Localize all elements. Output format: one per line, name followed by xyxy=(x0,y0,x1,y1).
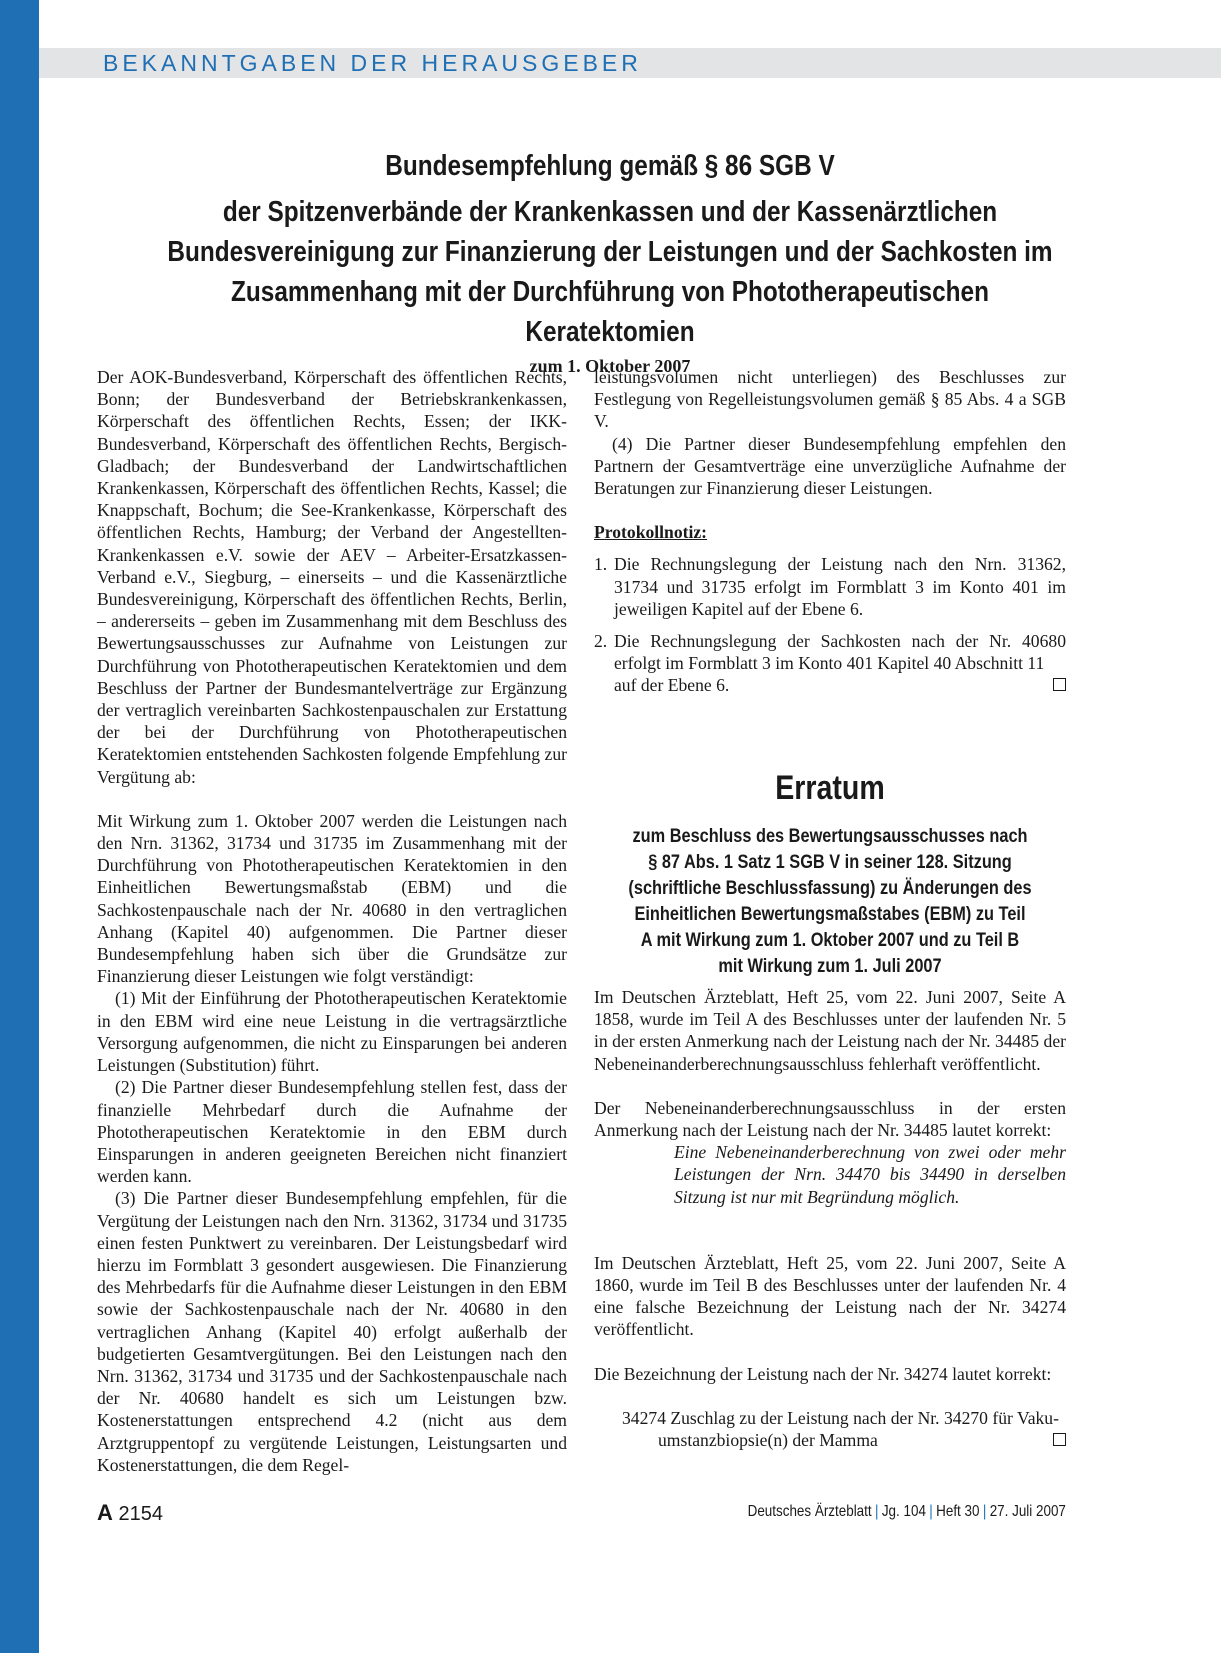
code-entry xyxy=(594,1407,1066,1429)
code-entry-first: 34274 Zuschlag zu der Leistung nach der Nr. 34270 für Vaku- xyxy=(622,1407,1059,1428)
note-text: Die Rechnungslegung der Leistung nach den Nrn. 31362, 31734 und 31735 erfolgt im Formblatt 3 im Konto 401 im jeweiligen Kapitel auf der Ebene 6. xyxy=(614,554,1066,619)
journal-volume: Jg. 104 xyxy=(881,1503,927,1520)
footer-separator: | xyxy=(929,1503,933,1520)
title-date: zum 1. Oktober 2007 xyxy=(529,356,691,376)
note-last-line: auf der Ebene 6. xyxy=(614,675,730,696)
code-entry-last: umstanzbiopsie(n) der Mamma xyxy=(658,1430,878,1451)
point-1-paragraph: (1) Mit der Einführung der Phototherapeutischen Keratektomie in den EBM wird eine neue Leistung in die vertragsärztliche Versorgung aufgenommen, die nicht zu Einsparungen bei anderen Leistungen (Substitution) führt. xyxy=(97,988,567,1076)
erratum-quote: Eine Nebeneinanderberechnung von zwei oder mehr Leistungen der Nrn. 34470 bis 34490 in derselben Sitzung ist nur mit Begründung möglich. xyxy=(674,1142,1066,1207)
protocol-note xyxy=(594,630,1066,697)
end-mark-icon xyxy=(1053,1433,1066,1446)
protokoll-heading: Protokollnotiz: xyxy=(594,522,708,543)
journal-issue: Heft 30 xyxy=(936,1503,980,1520)
note-end-line xyxy=(614,674,1066,696)
page-number xyxy=(97,1500,163,1526)
footer-separator: | xyxy=(875,1503,879,1520)
main-subtitle: der Spitzenverbände der Krankenkassen und der Kassenärztlichen Bundesvereinigung zur Finanzierung der Leistungen und der Sachkosten im Zusammenhang mit der Durchführung von Phototherapeutischen Keratektomien xyxy=(167,196,1053,348)
point-2-paragraph: (2) Die Partner dieser Bundesempfehlung stellen fest, dass der finanzielle Mehrbedarf durch die Aufnahme der Phototherapeutischen Keratektomie in den EBM durch Einsparungen in anderen geeigneten Bereichen nicht finanziert werden kann. xyxy=(97,1077,567,1187)
note-number: 1. xyxy=(594,554,608,575)
body-paragraph: Mit Wirkung zum 1. Oktober 2007 werden die Leistungen nach den Nrn. 31362, 31734 und 31735 im Zusammenhang mit der Durchführung von Phototherapeutischen Keratektomien in den Einheitlichen Bewertungsmaßstab (EBM) und die Sachkostenpauschale nach der Nr. 40680 in den vertraglichen Anhang (Kapitel 40) aufgenommen. Die Partner dieser Bundesempfehlung haben sich über die Grundsätze zur Finanzierung dieser Leistungen wie folgt verständigt: xyxy=(97,810,567,987)
protocol-note xyxy=(594,553,1066,620)
note-number: 2. xyxy=(594,631,608,652)
end-mark-icon xyxy=(1053,678,1066,691)
journal-footer xyxy=(748,1503,1066,1521)
point-3-paragraph: (3) Die Partner dieser Bundesempfehlung empfehlen, für die Vergütung der Leistungen nach den Nrn. 31362, 31734 und 31735 einen festen Punktwert zu vereinbaren. Der Leistungsbedarf wird hierzu im Formblatt 3 gesondert ausgewiesen. Die Finanzierung des Mehrbedarfs für die Aufnahme dieser Leistungen in den EBM sowie der Sachkostenpauschale nach der Nr. 40680 in den vertraglichen Anhang (Kapitel 40) erfolgt außerhalb der budgetierten Gesamtvergütungen. Bei den Leistungen nach den Nrn. 31362, 31734 und 31735 und der Sachkostenpauschale nach der Nr. 40680 handelt es sich um Leistungen bzw. Kostenerstattungen entsprechend 4.2 (nicht aus dem Arztgruppentopf zu vergütende Leistungen, Leistungsarten und Kostenerstattungen, die dem Regel- xyxy=(97,1188,567,1475)
note-text: Die Rechnungslegung der Sachkosten nach der Nr. 40680 erfolgt im Formblatt 3 im Konto 401 Kapitel 40 Abschnitt 11 xyxy=(614,631,1066,674)
erratum-paragraph: Im Deutschen Ärzteblatt, Heft 25, vom 22. Juni 2007, Seite A 1858, wurde im Teil A des Beschlusses unter der laufenden Nr. 5 in der ersten Anmerkung nach der Leistung nach der Nr. 34485 der Nebeneinanderberechnungsausschluss fehlerhaft veröffentlicht. xyxy=(594,987,1066,1074)
title-block xyxy=(80,148,1140,377)
left-column xyxy=(97,366,567,1476)
erratum-subtitle: zum Beschluss des Bewertungsausschusses nach § 87 Abs. 1 Satz 1 SGB V in seiner 128. Sitzung (schriftliche Beschlussfassung) zu Änderungen des Einheitlichen Bewertungsmaßstabes (EBM) zu Teil A mit Wirkung zum 1. Oktober 2007 und zu Teil B mit Wirkung zum 1. Juli 2007 xyxy=(628,826,1032,977)
page-number-value: 2154 xyxy=(118,1503,163,1525)
erratum-heading-block xyxy=(594,768,1066,980)
erratum-paragraph: Die Bezeichnung der Leistung nach der Nr. 34274 lautet korrekt: xyxy=(594,1363,1052,1384)
main-title: Bundesempfehlung gemäß § 86 SGB V xyxy=(385,150,835,182)
section-header: BEKANNTGABEN DER HERAUSGEBER xyxy=(103,50,642,76)
point-4-paragraph: (4) Die Partner dieser Bundesempfehlung empfehlen den Partnern der Gesamtverträge eine unverzügliche Aufnahme der Beratungen zur Finanzierung dieser Leistungen. xyxy=(594,433,1066,499)
section-header-band xyxy=(39,48,1221,78)
code-entry-end xyxy=(594,1429,1066,1451)
erratum-title: Erratum xyxy=(775,769,885,807)
erratum-paragraph: Der Nebeneinanderberechnungsausschluss in der ersten Anmerkung nach der Leistung nach der Nr. 34485 lautet korrekt: xyxy=(594,1097,1066,1141)
journal-date: 27. Juli 2007 xyxy=(989,1503,1066,1520)
intro-paragraph: Der AOK-Bundesverband, Körperschaft des öffentlichen Rechts, Bonn; der Bundesverband der Betriebskrankenkassen, Körperschaft des öffentlichen Rechts, Essen; der IKK-Bundesverband, Körperschaft des öffentlichen Rechts, Bergisch-Gladbach; der Bundesverband der Landwirtschaftlichen Krankenkassen, Körperschaft des öffentlichen Rechts, Kassel; die Knappschaft, Bochum; die See-Krankenkasse, Körperschaft des öffentlichen Rechts, Hamburg; der Verband der Angestellten-Krankenkassen e.V. sowie der AEV – Arbeiter-Ersatzkassen-Verband e.V., Siegburg, – einerseits – und die Kassenärztliche Bundesvereinigung, Körperschaft des öffentlichen Rechts, Berlin, – andererseits – geben im Zusammenhang mit dem Beschluss des Bewertungsausschusses zur Aufnahme von Leistungen zur Durchführung von Phototherapeutischen Keratektomien und dem Beschluss der Partner der Bundesmantelverträge zur Ergänzung der vertraglich vereinbarten Sachkostenpauschalen zur Erstattung der bei der Durchführung von Phototherapeutischen Keratektomien entstehenden Sachkosten folgende Empfehlung zur Vergütung ab: xyxy=(97,367,567,787)
erratum-body xyxy=(594,986,1066,1451)
footer-separator: | xyxy=(982,1503,987,1520)
journal-name: Deutsches Ärzteblatt xyxy=(747,1503,872,1520)
continued-paragraph: leistungsvolumen nicht unterliegen) des Beschlusses zur Festlegung von Regelleistungsvolumen gemäß § 85 Abs. 4 a SGB V. xyxy=(594,367,1066,432)
erratum-paragraph: Im Deutschen Ärzteblatt, Heft 25, vom 22. Juni 2007, Seite A 1860, wurde im Teil B des Beschlusses unter der laufenden Nr. 4 eine falsche Bezeichnung der Leistung nach der Nr. 34274 veröffentlicht. xyxy=(594,1252,1066,1340)
page-prefix: A xyxy=(97,1500,113,1525)
right-column xyxy=(594,366,1066,697)
left-accent-bar xyxy=(0,0,39,1653)
